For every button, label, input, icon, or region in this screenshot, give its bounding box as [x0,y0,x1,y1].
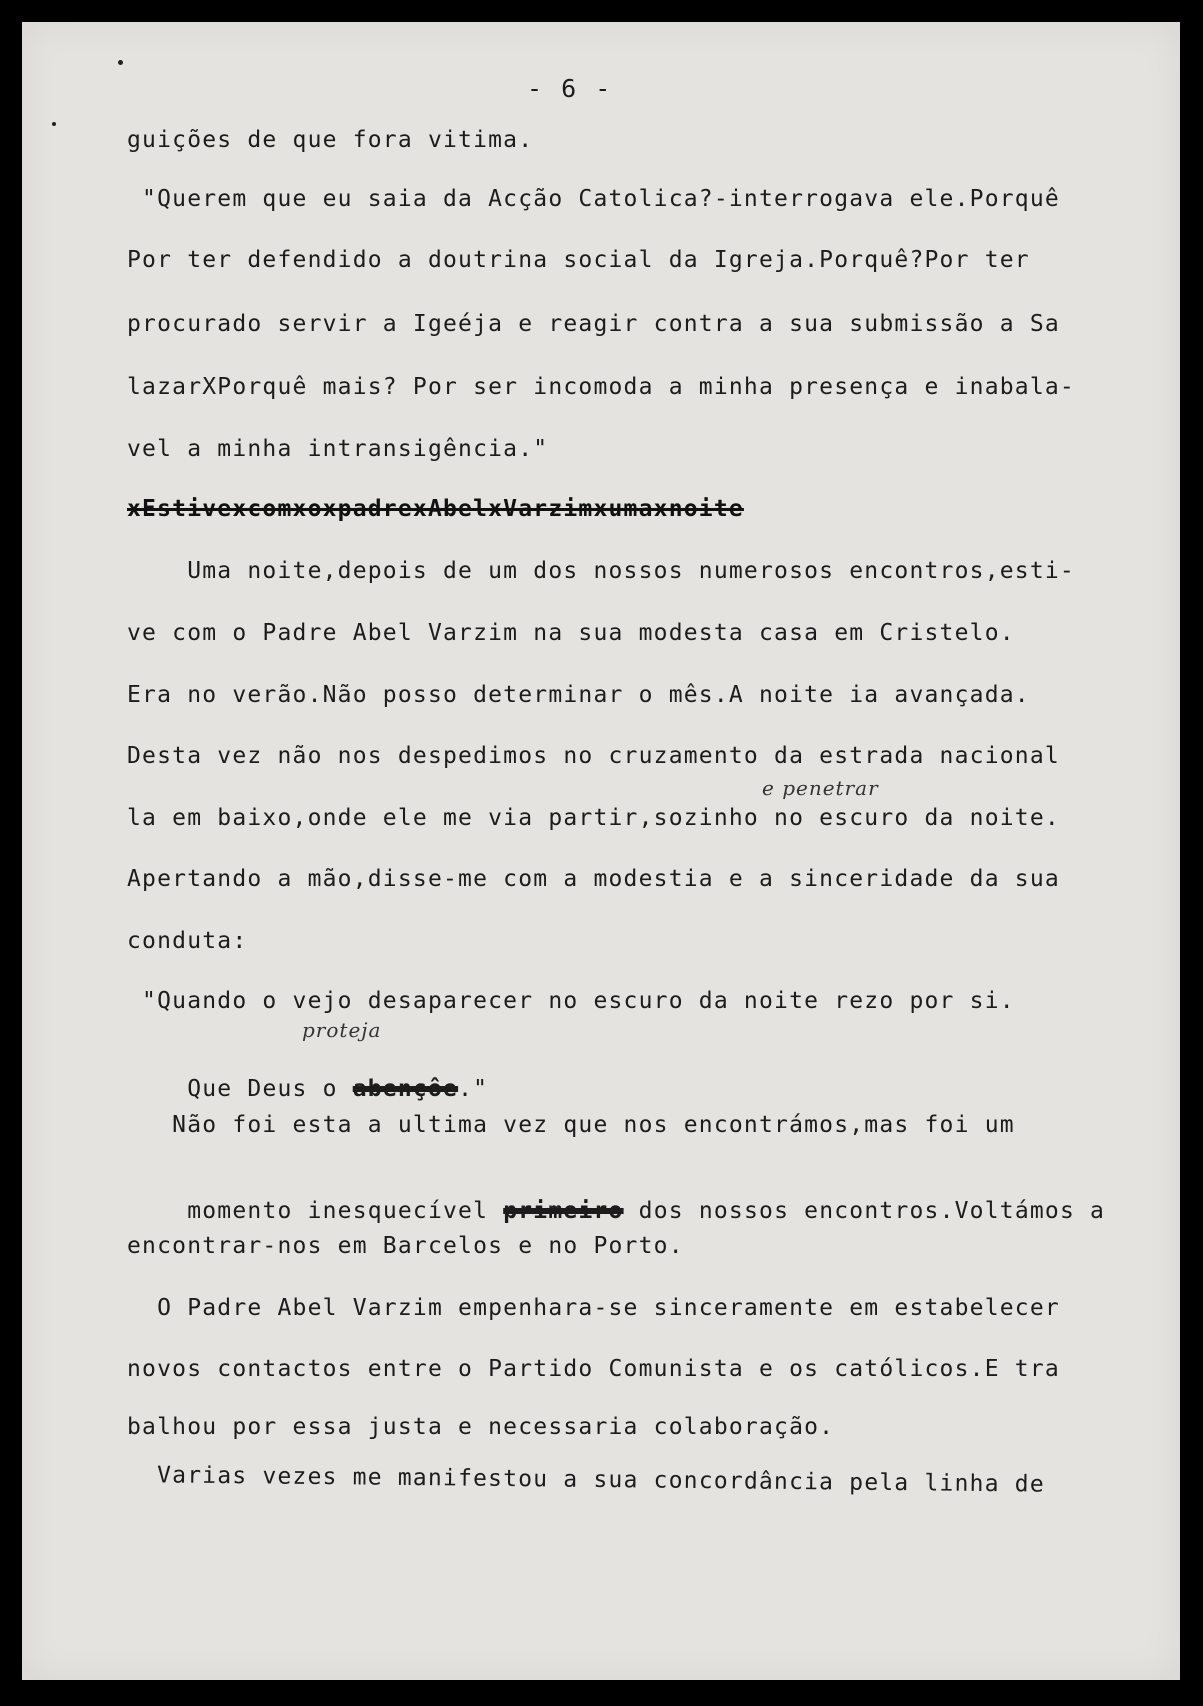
ink-speck [52,122,56,126]
line-text: ." [458,1076,489,1102]
struck-word: abençôe [352,1076,459,1102]
text-line: Era no verão.Não posso determinar o mês.A noite ia avançada. [127,682,1030,708]
text-line: Por ter defendido a doutrina social da Igreja.Porquê?Por ter [127,247,1030,273]
text-line: Uma noite,depois de um dos nossos numerosos encontros,esti- [127,558,1075,584]
text-line: O Padre Abel Varzim empenhara-se sinceramente em estabelecer [127,1295,1060,1321]
text-line: lazarXPorquê mais? Por ser incomoda a minha presença e inabala- [127,374,1075,400]
document-page [22,22,1180,1680]
text-line: Desta vez não nos despedimos no cruzamento da estrada nacional [127,743,1060,769]
text-line: guições de que fora vitima. [127,127,534,153]
text-line: la em baixo,onde ele me via partir,sozinho no escuro da noite. [127,805,1060,831]
struck-out-line: xEstivexcomxoxpadrexAbelxVarzimxumaxnoite [127,496,744,522]
text-line: "Quando o vejo desaparecer no escuro da noite rezo por si. [127,988,1015,1014]
text-line: Apertando a mão,disse-me com a modestia e a sinceridade da sua [127,866,1060,892]
page-number: - 6 - [527,74,613,103]
line-text: momento inesquecível [187,1198,504,1224]
text-line: "Querem que eu saia da Acção Catolica?-interrogava ele.Porquê [127,186,1060,212]
text-line: balhou por essa justa e necessaria colaboração. [127,1414,835,1440]
text-line: vel a minha intransigência." [127,436,549,462]
ink-speck [118,60,123,65]
text-line: conduta: [127,928,248,954]
text-line: Não foi esta a ultima vez que nos encontrámos,mas foi um [127,1112,1015,1138]
handwritten-insertion: e penetrar [762,776,879,800]
handwritten-correction: proteja [302,1018,382,1042]
text-line: ve com o Padre Abel Varzim na sua modesta casa em Cristelo. [127,620,1015,646]
text-line: Varias vezes me manifestou a sua concordância pela linha de [126,1462,1045,1498]
line-text: Que Deus o [187,1076,353,1102]
text-line: encontrar-nos em Barcelos e no Porto. [127,1233,684,1259]
text-line: procurado servir a Igeéja e reagir contra a sua submissão a Sa [127,311,1060,337]
line-text: dos nossos encontros.Voltámos a [623,1198,1106,1224]
text-line: novos contactos entre o Partido Comunista e os católicos.E tra [127,1356,1060,1382]
struck-word: primeiro [503,1198,624,1224]
